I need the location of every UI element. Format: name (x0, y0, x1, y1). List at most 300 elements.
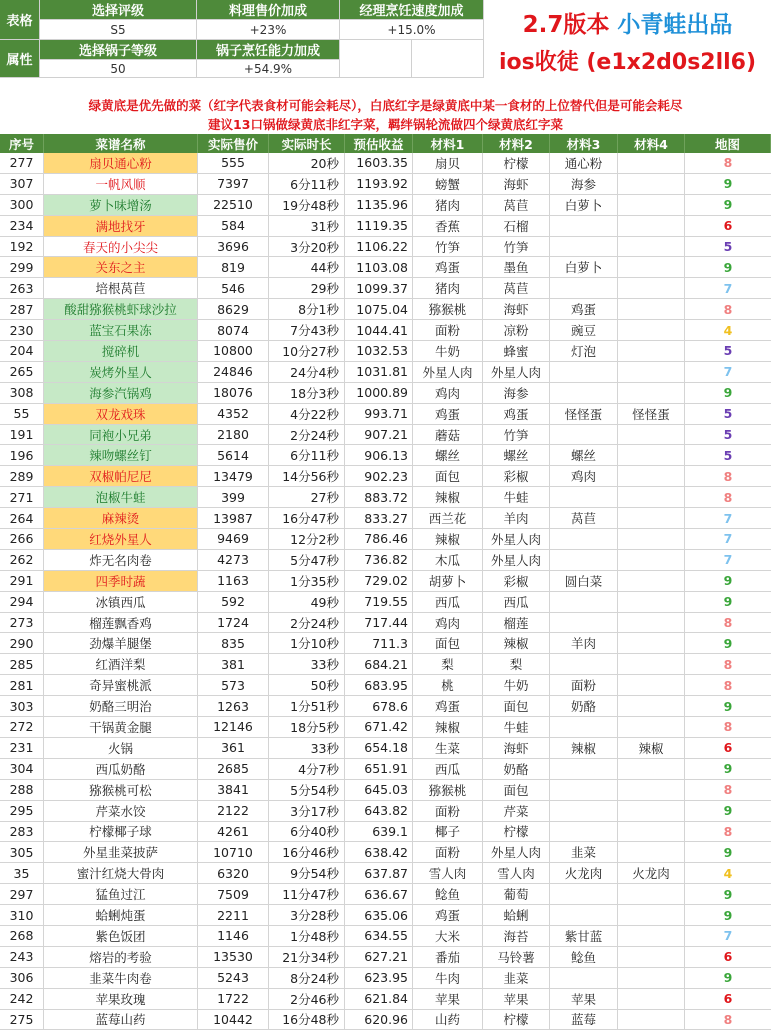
cell-material-4 (618, 153, 685, 173)
table-row[interactable] (0, 633, 771, 654)
cell-dish-name: 奇异蜜桃派 (44, 675, 198, 695)
cell-material-4 (618, 320, 685, 340)
column-header-material-4[interactable]: 材料4 (618, 134, 685, 153)
cell-dish-name: 红酒洋梨 (44, 654, 198, 674)
cell-material-3: 鲶鱼 (550, 947, 618, 967)
cell-price: 1263 (198, 696, 269, 716)
cell-material-3: 通心粉 (550, 153, 618, 173)
cell-material-2: 凉粉 (483, 320, 550, 340)
cell-time: 7分43秒 (269, 320, 345, 340)
cell-time: 1分10秒 (269, 633, 345, 653)
cell-map: 6 (723, 949, 733, 965)
cell-income: 683.95 (345, 675, 413, 695)
cell-map: 9 (723, 385, 733, 401)
table-row[interactable] (0, 341, 771, 362)
cell-id: 55 (0, 404, 44, 424)
cell-time: 16分46秒 (269, 842, 345, 862)
cell-price: 7397 (198, 174, 269, 194)
cell-material-3 (550, 613, 618, 633)
cell-material-4 (618, 613, 685, 633)
cell-time: 9分54秒 (269, 863, 345, 883)
cell-time: 29秒 (269, 278, 345, 298)
cell-material-3: 火龙肉 (550, 863, 618, 883)
table-row[interactable] (0, 592, 771, 613)
cell-material-4: 怪怪蛋 (618, 404, 685, 424)
cell-map: 9 (723, 176, 733, 192)
cell-dish-name: 酸甜猕猴桃虾球沙拉 (44, 299, 198, 319)
cell-material-3 (550, 968, 618, 988)
cell-income: 637.87 (345, 863, 413, 883)
attribute-label: 属性 (0, 40, 40, 78)
cell-id: 231 (0, 738, 44, 758)
table-row[interactable] (0, 362, 771, 383)
cell-material-4 (618, 696, 685, 716)
cell-id: 243 (0, 947, 44, 967)
cell-dish-name: 柠檬椰子球 (44, 822, 198, 842)
cell-material-1: 鸡蛋 (413, 696, 483, 716)
cell-time: 14分56秒 (269, 466, 345, 486)
cell-id: 306 (0, 968, 44, 988)
cell-material-3 (550, 801, 618, 821)
cell-dish-name: 猕猴桃可松 (44, 780, 198, 800)
cell-time: 6分11秒 (269, 445, 345, 465)
cell-price: 6320 (198, 863, 269, 883)
cell-income: 883.72 (345, 487, 413, 507)
cell-material-4 (618, 801, 685, 821)
cell-time: 1分51秒 (269, 696, 345, 716)
cell-map: 9 (723, 594, 733, 610)
column-header-time[interactable]: 实际时长 (269, 134, 345, 153)
cell-price: 1722 (198, 989, 269, 1009)
cell-material-3 (550, 383, 618, 403)
cell-id: 204 (0, 341, 44, 361)
cell-material-1: 桃 (413, 675, 483, 695)
cell-time: 49秒 (269, 592, 345, 612)
cell-material-2: 奶酪 (483, 759, 550, 779)
table-row[interactable] (0, 863, 771, 884)
version-banner (484, 4, 771, 40)
cell-material-4 (618, 362, 685, 382)
cell-time: 20秒 (269, 153, 345, 173)
cell-material-1: 牛肉 (413, 968, 483, 988)
cell-material-4 (618, 445, 685, 465)
cell-material-1: 猪肉 (413, 195, 483, 215)
version-text: 2.7版本 (522, 11, 610, 38)
cell-id: 234 (0, 216, 44, 236)
table-row[interactable] (0, 487, 771, 508)
cell-id: 285 (0, 654, 44, 674)
table-row[interactable] (0, 174, 771, 195)
cell-id: 268 (0, 926, 44, 946)
cell-material-3: 羊肉 (550, 633, 618, 653)
cell-id: 291 (0, 571, 44, 591)
cell-dish-name: 满地找牙 (44, 216, 198, 236)
cell-price: 381 (198, 654, 269, 674)
cell-material-4: 辣椒 (618, 738, 685, 758)
cell-material-2: 蛤蜊 (483, 905, 550, 925)
cell-material-2: 彩椒 (483, 571, 550, 591)
pot-level-select[interactable]: 50 (40, 60, 197, 78)
cell-time: 11分47秒 (269, 884, 345, 904)
table-row[interactable] (0, 153, 771, 174)
table-row[interactable] (0, 884, 771, 905)
cell-dish-name: 培根莴苣 (44, 278, 198, 298)
note-line-2: 建议13口锅做绿黄底非红字菜，羁绊锅轮流做四个绿黄底红字菜 (208, 117, 563, 132)
cell-price: 24846 (198, 362, 269, 382)
cell-dish-name: 韭菜牛肉卷 (44, 968, 198, 988)
cell-map: 7 (723, 280, 733, 296)
cell-map: 5 (723, 343, 733, 359)
cell-time: 16分47秒 (269, 508, 345, 528)
recipe-table (0, 134, 771, 1030)
cell-dish-name: 苹果玫瑰 (44, 989, 198, 1009)
cell-price: 2211 (198, 905, 269, 925)
table-row[interactable] (0, 404, 771, 425)
cell-material-3: 白萝卜 (550, 195, 618, 215)
column-header-name[interactable]: 菜谱名称 (44, 134, 198, 153)
cell-dish-name: 双椒帕尼尼 (44, 466, 198, 486)
cell-income: 684.21 (345, 654, 413, 674)
cell-map: 6 (723, 991, 733, 1007)
cell-material-1: 鸡肉 (413, 613, 483, 633)
cell-map: 4 (723, 865, 733, 881)
table-row[interactable] (0, 947, 771, 968)
cell-material-3: 螺丝 (550, 445, 618, 465)
cell-material-2: 外星人肉 (483, 529, 550, 549)
cell-income: 719.55 (345, 592, 413, 612)
cell-time: 24分4秒 (269, 362, 345, 382)
cell-dish-name: 搅碎机 (44, 341, 198, 361)
cell-time: 50秒 (269, 675, 345, 695)
cell-id: 35 (0, 863, 44, 883)
cell-material-2: 海虾 (483, 174, 550, 194)
cell-material-3 (550, 550, 618, 570)
cell-material-1: 牛奶 (413, 341, 483, 361)
cell-id: 192 (0, 237, 44, 257)
cell-time: 10分27秒 (269, 341, 345, 361)
cell-price: 8629 (198, 299, 269, 319)
cell-time: 2分24秒 (269, 613, 345, 633)
table-row[interactable] (0, 613, 771, 634)
table-row[interactable] (0, 696, 771, 717)
cell-dish-name: 干锅黄金腿 (44, 717, 198, 737)
cell-material-4 (618, 216, 685, 236)
cell-map: 9 (723, 698, 733, 714)
cell-material-3 (550, 759, 618, 779)
cell-material-3 (550, 780, 618, 800)
cell-material-4 (618, 174, 685, 194)
cell-id: 299 (0, 257, 44, 277)
table-row[interactable] (0, 216, 771, 237)
cell-material-4: 火龙肉 (618, 863, 685, 883)
cell-material-2: 竹笋 (483, 425, 550, 445)
cell-material-2: 蜂蜜 (483, 341, 550, 361)
cell-material-1: 番茄 (413, 947, 483, 967)
cell-time: 5分54秒 (269, 780, 345, 800)
table-row[interactable] (0, 237, 771, 258)
cell-material-2: 牛蛙 (483, 717, 550, 737)
table-row[interactable] (0, 466, 771, 487)
table-row[interactable] (0, 425, 771, 446)
cell-material-3: 海参 (550, 174, 618, 194)
cell-material-4 (618, 654, 685, 674)
cell-material-3 (550, 654, 618, 674)
cell-price: 555 (198, 153, 269, 173)
cell-income: 786.46 (345, 529, 413, 549)
cell-map: 5 (723, 239, 733, 254)
cell-material-4 (618, 968, 685, 988)
table-row[interactable] (0, 717, 771, 738)
cell-dish-name: 春天的小尖尖 (44, 237, 198, 257)
cell-price: 5614 (198, 445, 269, 465)
cell-material-4 (618, 571, 685, 591)
cell-income: 729.02 (345, 571, 413, 591)
cell-dish-name: 榴莲飘香鸡 (44, 613, 198, 633)
column-header-price[interactable]: 实际售价 (198, 134, 269, 153)
cell-material-2: 西瓜 (483, 592, 550, 612)
cell-material-1: 香蕉 (413, 216, 483, 236)
cell-dish-name: 芹菜水饺 (44, 801, 198, 821)
cell-material-1: 猕猴桃 (413, 780, 483, 800)
cell-material-1: 苹果 (413, 989, 483, 1009)
rating-label: 选择评级 (40, 0, 197, 20)
price-bonus-value: +23% (197, 20, 340, 40)
table-row[interactable] (0, 738, 771, 759)
cell-price: 10710 (198, 842, 269, 862)
cell-time: 4分22秒 (269, 404, 345, 424)
cell-dish-name: 奶酪三明治 (44, 696, 198, 716)
cell-id: 290 (0, 633, 44, 653)
cell-income: 902.23 (345, 466, 413, 486)
column-header-map[interactable]: 地图 (685, 134, 771, 153)
table-row[interactable] (0, 257, 771, 278)
cell-time: 6分11秒 (269, 174, 345, 194)
cell-material-2: 石榴 (483, 216, 550, 236)
cell-price: 18076 (198, 383, 269, 403)
cell-dish-name: 麻辣烫 (44, 508, 198, 528)
cell-material-3: 辣椒 (550, 738, 618, 758)
cell-income: 736.82 (345, 550, 413, 570)
cell-material-2: 鸡蛋 (483, 404, 550, 424)
cell-dish-name: 海参汽锅鸡 (44, 383, 198, 403)
cell-income: 1000.89 (345, 383, 413, 403)
table-row[interactable] (0, 299, 771, 320)
cell-time: 2分46秒 (269, 989, 345, 1009)
cell-map: 6 (723, 740, 733, 756)
cell-income: 623.95 (345, 968, 413, 988)
cell-material-1: 椰子 (413, 822, 483, 842)
table-row[interactable] (0, 842, 771, 863)
cell-id: 273 (0, 613, 44, 633)
cell-price: 10800 (198, 341, 269, 361)
cell-material-3 (550, 237, 618, 257)
cell-id: 265 (0, 362, 44, 382)
cell-material-3: 鸡肉 (550, 466, 618, 486)
table-row[interactable] (0, 550, 771, 571)
speed-bonus-value: +15.0% (340, 20, 484, 40)
cell-material-3 (550, 529, 618, 549)
cell-id: 242 (0, 989, 44, 1009)
cell-material-1: 木瓜 (413, 550, 483, 570)
table-row[interactable] (0, 383, 771, 404)
cell-dish-name: 猛鱼过江 (44, 884, 198, 904)
cell-material-4 (618, 989, 685, 1009)
table-row[interactable] (0, 529, 771, 550)
table-row[interactable] (0, 780, 771, 801)
cell-price: 2122 (198, 801, 269, 821)
cell-material-2: 竹笋 (483, 237, 550, 257)
cell-material-2: 莴苣 (483, 278, 550, 298)
table-row[interactable] (0, 675, 771, 696)
cell-id: 308 (0, 383, 44, 403)
cell-material-4 (618, 237, 685, 257)
cell-income: 678.6 (345, 696, 413, 716)
table-row[interactable] (0, 905, 771, 926)
cell-price: 1163 (198, 571, 269, 591)
cell-income: 717.44 (345, 613, 413, 633)
cell-material-2: 辣椒 (483, 633, 550, 653)
cell-material-4 (618, 947, 685, 967)
cell-dish-name: 一帆风顺 (44, 174, 198, 194)
cell-material-4 (618, 905, 685, 925)
table-row[interactable] (0, 278, 771, 299)
cell-income: 671.42 (345, 717, 413, 737)
column-header-material-1[interactable]: 材料1 (413, 134, 483, 153)
table-row[interactable] (0, 801, 771, 822)
cell-price: 5243 (198, 968, 269, 988)
cell-map: 7 (723, 552, 733, 568)
column-header-income[interactable]: 预估收益 (345, 134, 413, 153)
cell-price: 573 (198, 675, 269, 695)
cell-material-4 (618, 508, 685, 528)
cell-material-2: 芹菜 (483, 801, 550, 821)
cell-material-3: 蓝莓 (550, 1010, 618, 1030)
cell-id: 281 (0, 675, 44, 695)
table-row[interactable] (0, 968, 771, 989)
cell-material-1: 雪人肉 (413, 863, 483, 883)
cell-income: 1193.92 (345, 174, 413, 194)
cell-income: 1075.04 (345, 299, 413, 319)
cell-price: 8074 (198, 320, 269, 340)
cell-price: 10442 (198, 1010, 269, 1030)
column-header-material-3[interactable]: 材料3 (550, 134, 618, 153)
cell-price: 22510 (198, 195, 269, 215)
cell-material-3: 鸡蛋 (550, 299, 618, 319)
table-row[interactable] (0, 926, 771, 947)
cell-map: 7 (723, 531, 733, 547)
cell-material-3: 紫甘蓝 (550, 926, 618, 946)
column-header-material-2[interactable]: 材料2 (483, 134, 550, 153)
cell-time: 2分24秒 (269, 425, 345, 445)
cell-material-2: 榴莲 (483, 613, 550, 633)
cell-material-4 (618, 717, 685, 737)
cell-material-1: 大米 (413, 926, 483, 946)
table-row[interactable] (0, 445, 771, 466)
cell-price: 835 (198, 633, 269, 653)
cell-time: 1分48秒 (269, 926, 345, 946)
cell-map: 9 (723, 907, 733, 923)
table-row[interactable] (0, 195, 771, 216)
cell-id: 262 (0, 550, 44, 570)
cell-material-3 (550, 487, 618, 507)
cell-time: 18分5秒 (269, 717, 345, 737)
cell-material-1: 鲶鱼 (413, 884, 483, 904)
table-row[interactable] (0, 320, 771, 341)
cell-material-3: 莴苣 (550, 508, 618, 528)
table-row[interactable] (0, 508, 771, 529)
cell-material-1: 鸡蛋 (413, 257, 483, 277)
settings-header (0, 0, 771, 95)
cell-dish-name: 炭烤外星人 (44, 362, 198, 382)
cell-map: 8 (723, 1011, 733, 1027)
cell-id: 266 (0, 529, 44, 549)
cell-time: 5分47秒 (269, 550, 345, 570)
cell-material-1: 面包 (413, 466, 483, 486)
cell-id: 304 (0, 759, 44, 779)
cell-time: 44秒 (269, 257, 345, 277)
cell-material-1: 鸡蛋 (413, 404, 483, 424)
cell-price: 584 (198, 216, 269, 236)
cell-material-2: 墨鱼 (483, 257, 550, 277)
cell-income: 1032.53 (345, 341, 413, 361)
cell-material-2: 葡萄 (483, 884, 550, 904)
cell-id: 283 (0, 822, 44, 842)
cell-income: 651.91 (345, 759, 413, 779)
cell-material-4 (618, 299, 685, 319)
cell-map: 9 (723, 573, 733, 589)
empty-cell (340, 40, 412, 78)
cell-material-2: 海虾 (483, 738, 550, 758)
cell-dish-name: 红烧外星人 (44, 529, 198, 549)
column-header-id[interactable]: 序号 (0, 134, 44, 153)
cell-dish-name: 西瓜奶酪 (44, 759, 198, 779)
cell-dish-name: 关东之主 (44, 257, 198, 277)
speed-bonus-label: 经理烹饪速度加成 (340, 0, 484, 20)
cell-price: 592 (198, 592, 269, 612)
cell-income: 1135.96 (345, 195, 413, 215)
table-row[interactable] (0, 1010, 771, 1030)
cell-dish-name: 炸无名肉卷 (44, 550, 198, 570)
cell-dish-name: 蜜汁红烧大骨肉 (44, 863, 198, 883)
cell-price: 13530 (198, 947, 269, 967)
cell-material-1: 辣椒 (413, 487, 483, 507)
cell-map: 9 (723, 635, 733, 651)
cell-income: 654.18 (345, 738, 413, 758)
cell-id: 295 (0, 801, 44, 821)
cell-time: 4分7秒 (269, 759, 345, 779)
cell-map: 6 (723, 218, 733, 234)
cell-material-1: 面粉 (413, 801, 483, 821)
table-row[interactable] (0, 822, 771, 843)
cell-material-2: 柠檬 (483, 1010, 550, 1030)
cell-material-1: 鸡肉 (413, 383, 483, 403)
table-row[interactable] (0, 654, 771, 675)
cell-material-1: 外星人肉 (413, 362, 483, 382)
table-row[interactable] (0, 989, 771, 1010)
cell-material-1: 西瓜 (413, 759, 483, 779)
table-row[interactable] (0, 571, 771, 592)
cell-material-3 (550, 425, 618, 445)
table-row[interactable] (0, 759, 771, 780)
cell-map: 8 (723, 615, 733, 631)
cell-material-1: 猕猴桃 (413, 299, 483, 319)
cell-map: 5 (723, 427, 733, 443)
cell-material-1: 螺丝 (413, 445, 483, 465)
cell-material-3: 圆白菜 (550, 571, 618, 591)
cell-map: 9 (723, 970, 733, 986)
rating-select[interactable]: S5 (40, 20, 197, 40)
cell-income: 1106.22 (345, 237, 413, 257)
